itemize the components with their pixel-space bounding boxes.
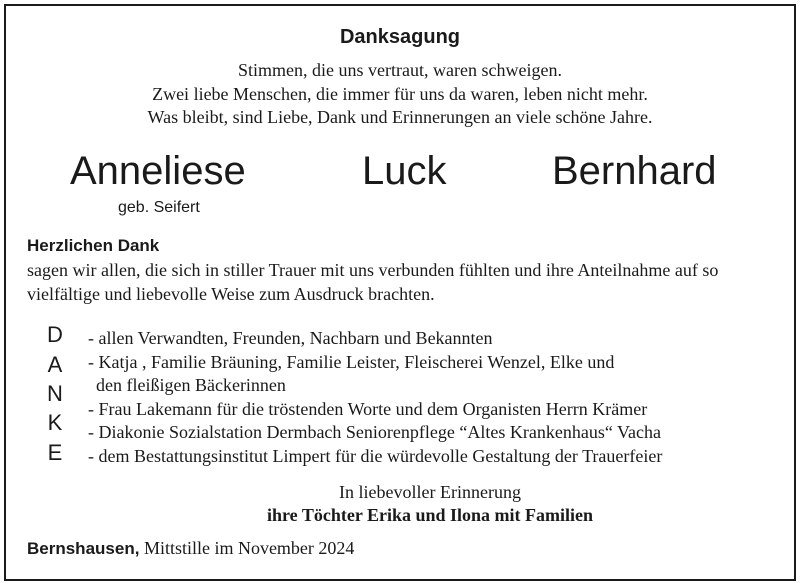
verse-line-1: Stimmen, die uns vertraut, waren schweigen.: [238, 60, 562, 80]
deceased-family-name: Luck: [362, 149, 447, 193]
danke-letter-k: K: [47, 410, 63, 435]
list-item: - Katja , Familie Bräuning, Familie Leister, Fleischerei Wenzel, Elke und: [88, 352, 615, 372]
deceased-first-name: Anneliese: [70, 149, 246, 193]
signature-line-2: ihre Töchter Erika und Ilona mit Familien: [266, 505, 594, 525]
thanks-heading: Herzlichen Dank: [27, 236, 160, 255]
verse-line-3: Was bleibt, sind Liebe, Dank und Erinnerungen an viele schöne Jahre.: [147, 107, 653, 127]
footer-place-date: [27, 538, 354, 559]
signature-line-1: In liebevoller Erinnerung: [339, 482, 521, 502]
deceased-second-name: Bernhard: [552, 149, 717, 193]
list-item: - dem Bestattungsinstitut Limpert für die würdevolle Gestaltung der Trauerfeier: [88, 446, 663, 466]
danke-letter-d: D: [47, 322, 63, 347]
list-item: - Frau Lakemann für die tröstenden Worte und dem Organisten Herrn Krämer: [88, 399, 648, 419]
maiden-name: geb. Seifert: [118, 199, 200, 216]
danke-letter-n: N: [47, 381, 63, 406]
danke-letter-e: E: [47, 440, 63, 465]
list-item: den fleißigen Bäckerinnen: [96, 375, 286, 395]
footer-place: Bernshausen,: [27, 539, 140, 558]
list-item: - Diakonie Sozialstation Dermbach Seniorenpflege “Altes Krankenhaus“ Vacha: [88, 422, 661, 442]
verse-line-2: Zwei liebe Menschen, die immer für uns da waren, leben nicht mehr.: [152, 84, 648, 104]
thanks-line-2: vielfältige und liebevolle Weise zum Ausdruck brachten.: [27, 284, 435, 304]
list-item: - allen Verwandten, Freunden, Nachbarn und Bekannten: [88, 328, 493, 348]
footer-date: Mittstille im November 2024: [139, 538, 355, 558]
thanks-line-1: sagen wir allen, die sich in stiller Trauer mit uns verbunden fühlten und ihre Anteilnahme auf so: [27, 260, 719, 280]
notice-title: Danksagung: [339, 26, 461, 48]
danke-letter-a: A: [47, 352, 63, 377]
